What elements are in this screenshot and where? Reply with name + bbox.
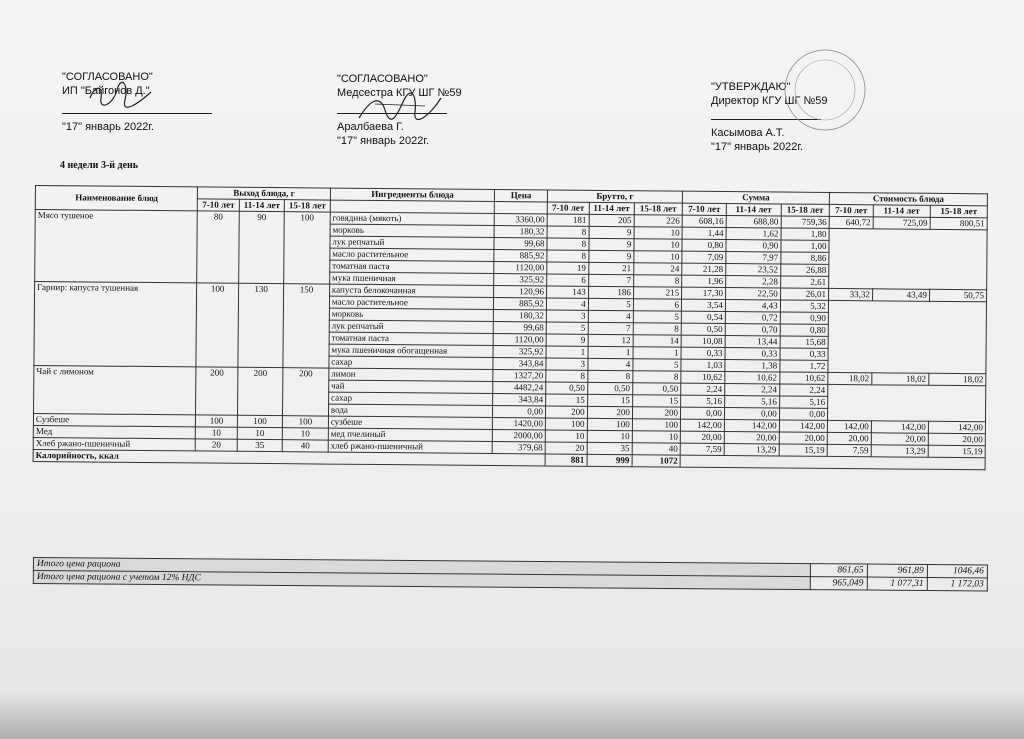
approval-2-line2: Аралбаева Г. bbox=[337, 121, 404, 133]
header-gross: Брутто, г bbox=[547, 190, 682, 203]
header-price: Цена bbox=[495, 190, 548, 202]
approval-3-line1: Директор КГУ ШГ №59 bbox=[711, 95, 828, 107]
ingredient-name: томатная паста bbox=[329, 332, 494, 345]
sum-value: 0,00 bbox=[724, 408, 779, 420]
gross-value: 0,50 bbox=[633, 383, 681, 395]
sum-value: 10,62 bbox=[681, 371, 725, 383]
sum-value: 13,44 bbox=[725, 336, 780, 348]
ingredient-name: мука пшеничная bbox=[330, 272, 495, 285]
gross-value: 200 bbox=[632, 407, 680, 419]
ingredient-price: 1327,20 bbox=[493, 370, 546, 382]
header-sum: Сумма bbox=[682, 191, 829, 204]
sum-value: 15,68 bbox=[780, 336, 828, 348]
approval-1-date: "17" январь 2022г. bbox=[62, 121, 155, 133]
dish-output: 80 bbox=[197, 211, 239, 283]
cost-blank bbox=[828, 300, 987, 373]
header-dish-name: Наименование блюд bbox=[35, 186, 197, 211]
dish-name: Сузбеше bbox=[33, 413, 195, 426]
approval-3-line2: Касымова А.Т. bbox=[711, 127, 785, 139]
ingredient-price: 885,92 bbox=[494, 250, 547, 262]
gross-value: 14 bbox=[633, 335, 681, 347]
header-age: 11-14 лет bbox=[873, 205, 930, 217]
dish-output: 100 bbox=[196, 415, 238, 427]
ingredient-price: 4482,24 bbox=[493, 382, 546, 394]
ingredient-price: 325,92 bbox=[494, 274, 547, 286]
sum-value: 5,16 bbox=[779, 396, 827, 408]
ingredient-name: вода bbox=[328, 404, 493, 417]
dish-cost: 33,32 bbox=[828, 288, 872, 300]
header-age: 11-14 лет bbox=[726, 204, 781, 216]
total-label: Итого цена рациона bbox=[33, 558, 810, 577]
gross-value: 9 bbox=[589, 238, 634, 250]
approval-2-line1: Медсестра КГУ ШГ №59 bbox=[337, 87, 462, 99]
ingredient-name: лимон bbox=[329, 368, 494, 381]
dish-cost: 20,00 bbox=[871, 433, 928, 445]
ingredient-price: 99,68 bbox=[494, 322, 547, 334]
ingredient-name: масло растительное bbox=[330, 248, 495, 261]
header-age: 15-18 лет bbox=[284, 200, 330, 212]
gross-value: 215 bbox=[633, 287, 681, 299]
total-value: 861,65 bbox=[810, 564, 867, 577]
gross-value: 8 bbox=[546, 370, 588, 382]
dish-cost: 20,00 bbox=[827, 432, 871, 444]
dish-cost: 800,51 bbox=[930, 217, 987, 229]
gross-value: 0,50 bbox=[546, 382, 588, 394]
total-value: 1046,46 bbox=[927, 565, 987, 578]
gross-value: 15 bbox=[632, 395, 680, 407]
ingredient-price: 379,68 bbox=[493, 442, 546, 454]
gross-value: 8 bbox=[587, 370, 632, 382]
sum-value: 142,00 bbox=[680, 419, 724, 431]
cost-blank bbox=[829, 228, 988, 289]
ingredient-price: 885,92 bbox=[494, 298, 547, 310]
sum-value: 1,96 bbox=[682, 275, 726, 287]
gross-value: 10 bbox=[634, 239, 682, 251]
sum-value: 2,28 bbox=[726, 276, 781, 288]
dish-cost: 142,00 bbox=[928, 421, 985, 433]
ingredient-name: масло растительное bbox=[329, 296, 494, 309]
sum-value: 20,00 bbox=[779, 432, 827, 444]
sum-value: 22,50 bbox=[725, 288, 780, 300]
dish-output: 200 bbox=[283, 368, 329, 416]
total-vat-label: Итого цена рациона с учетом 12% НДС bbox=[33, 571, 810, 590]
gross-value: 1 bbox=[588, 346, 633, 358]
calories-value: 999 bbox=[587, 454, 632, 466]
sum-value: 10,62 bbox=[780, 372, 828, 384]
ingredient-name: мука пшеничная обогащенная bbox=[329, 344, 494, 357]
ingredient-name: лук репчатый bbox=[329, 320, 494, 333]
approval-2-title: "СОГЛАСОВАНО" bbox=[337, 73, 428, 85]
header-age: 11-14 лет bbox=[239, 199, 284, 211]
sum-value: 1,44 bbox=[682, 227, 726, 239]
sum-value: 1,00 bbox=[781, 240, 829, 252]
sum-value: 0,00 bbox=[779, 408, 827, 420]
sum-value: 7,09 bbox=[682, 251, 726, 263]
dish-output: 40 bbox=[282, 440, 328, 452]
gross-value: 181 bbox=[547, 214, 589, 226]
ingredient-price: 2000,00 bbox=[493, 430, 546, 442]
sum-value: 2,61 bbox=[780, 276, 828, 288]
ingredient-name: морковь bbox=[330, 224, 495, 237]
gross-value: 8 bbox=[633, 323, 681, 335]
sum-value: 1,38 bbox=[725, 360, 780, 372]
gross-value: 5 bbox=[633, 311, 681, 323]
ingredient-price: 120,96 bbox=[494, 286, 547, 298]
sum-value: 0,80 bbox=[682, 239, 726, 251]
sum-value: 0,33 bbox=[780, 348, 828, 360]
gross-value: 8 bbox=[547, 250, 589, 262]
signature-2-icon bbox=[355, 90, 445, 125]
total-vat-value: 1 172,03 bbox=[927, 578, 987, 591]
header-age: 7-10 лет bbox=[198, 199, 240, 211]
calories-label: Калорийность, ккал bbox=[33, 449, 545, 465]
dish-name: Чай с лимоном bbox=[34, 365, 197, 414]
gross-value: 20 bbox=[545, 442, 587, 454]
sum-value: 10,62 bbox=[725, 372, 780, 384]
sum-value: 5,16 bbox=[724, 396, 779, 408]
dish-output: 90 bbox=[239, 211, 285, 283]
dish-cost: 725,09 bbox=[873, 217, 930, 229]
sum-value: 0,00 bbox=[681, 407, 725, 419]
dish-output: 200 bbox=[196, 367, 238, 415]
dish-output: 100 bbox=[196, 283, 238, 367]
gross-value: 4 bbox=[546, 298, 588, 310]
ingredient-price: 99,68 bbox=[494, 238, 547, 250]
header-age: 11-14 лет bbox=[589, 202, 634, 214]
ingredient-price: 1420,00 bbox=[493, 418, 546, 430]
gross-value: 5 bbox=[546, 322, 588, 334]
gross-value: 21 bbox=[588, 262, 633, 274]
gross-value: 4 bbox=[588, 358, 633, 370]
calories-value: 881 bbox=[545, 454, 587, 466]
ingredient-name: капуста белокочанная bbox=[329, 284, 494, 297]
totals-table bbox=[33, 557, 988, 591]
sum-value: 10,08 bbox=[681, 335, 725, 347]
sum-value: 26,88 bbox=[780, 264, 828, 276]
dish-output: 100 bbox=[237, 415, 282, 427]
total-value: 961,89 bbox=[867, 564, 927, 577]
gross-value: 6 bbox=[633, 299, 681, 311]
dish-output: 130 bbox=[238, 283, 284, 367]
school-stamp-icon bbox=[770, 45, 880, 135]
sum-value: 1,62 bbox=[726, 228, 781, 240]
gross-value: 8 bbox=[633, 275, 681, 287]
dish-cost: 18,02 bbox=[828, 372, 872, 384]
gross-value: 15 bbox=[546, 394, 588, 406]
header-blank bbox=[495, 202, 548, 214]
header-age: 7-10 лет bbox=[682, 203, 726, 215]
approval-3-title: "УТВЕРЖДАЮ" bbox=[711, 81, 791, 93]
gross-value: 186 bbox=[588, 286, 633, 298]
calories-value: 1072 bbox=[632, 455, 680, 467]
menu-table-body bbox=[33, 210, 987, 458]
approval-1-signature-line bbox=[62, 112, 212, 114]
sum-value: 0,54 bbox=[681, 311, 725, 323]
sum-value: 142,00 bbox=[779, 420, 827, 432]
gross-value: 24 bbox=[634, 263, 682, 275]
dish-output: 100 bbox=[284, 212, 330, 284]
sum-value: 17,30 bbox=[682, 287, 726, 299]
approval-1-title: "СОГЛАСОВАНО" bbox=[62, 71, 153, 83]
sum-value: 2,24 bbox=[725, 384, 780, 396]
gross-value: 10 bbox=[587, 430, 632, 442]
gross-value: 1 bbox=[546, 346, 588, 358]
header-output: Выход блюда, г bbox=[198, 187, 331, 200]
dish-output: 10 bbox=[237, 427, 282, 439]
gross-value: 205 bbox=[589, 214, 634, 226]
ingredient-name: сахар bbox=[329, 356, 494, 369]
gross-value: 200 bbox=[587, 406, 632, 418]
gross-value: 12 bbox=[588, 334, 633, 346]
ingredient-name: мед пчелиный bbox=[328, 428, 493, 441]
sum-value: 13,29 bbox=[724, 444, 779, 456]
gross-value: 10 bbox=[632, 431, 680, 443]
gross-value: 5 bbox=[588, 298, 633, 310]
gross-value: 3 bbox=[546, 358, 588, 370]
dish-cost: 142,00 bbox=[827, 420, 871, 432]
sum-value: 608,16 bbox=[682, 215, 726, 227]
gross-value: 15 bbox=[587, 394, 632, 406]
dish-cost: 15,19 bbox=[928, 445, 985, 457]
gross-value: 200 bbox=[545, 406, 587, 418]
total-vat-value: 965,049 bbox=[810, 577, 867, 590]
dish-cost: 18,02 bbox=[929, 373, 986, 385]
ingredient-price: 343,84 bbox=[493, 394, 546, 406]
sum-value: 0,72 bbox=[725, 312, 780, 324]
ingredient-price: 3360,00 bbox=[495, 214, 548, 226]
gross-value: 143 bbox=[547, 286, 589, 298]
ingredient-name: томатная паста bbox=[330, 260, 495, 273]
sum-value: 0,33 bbox=[725, 348, 780, 360]
dish-name: Гарнир: капуста тушенная bbox=[34, 282, 197, 367]
sum-value: 0,90 bbox=[726, 240, 781, 252]
sum-value: 4,43 bbox=[725, 300, 780, 312]
dish-output: 10 bbox=[196, 427, 238, 439]
gross-value: 7 bbox=[588, 274, 633, 286]
sum-value: 0,90 bbox=[780, 312, 828, 324]
gross-value: 4 bbox=[588, 310, 633, 322]
calories-blank bbox=[680, 455, 985, 470]
gross-value: 19 bbox=[547, 262, 589, 274]
approval-3-date: "17" январь 2022г. bbox=[711, 141, 804, 153]
dish-cost: 7,59 bbox=[827, 444, 871, 456]
dish-cost: 13,29 bbox=[871, 445, 928, 457]
sum-value: 2,24 bbox=[681, 383, 725, 395]
sum-value: 26,01 bbox=[780, 288, 828, 300]
sum-value: 688,80 bbox=[726, 216, 781, 228]
gross-value: 7 bbox=[588, 322, 633, 334]
ingredient-price: 180,32 bbox=[494, 310, 547, 322]
sum-value: 142,00 bbox=[724, 420, 779, 432]
dish-cost: 142,00 bbox=[871, 421, 928, 433]
gross-value: 8 bbox=[547, 226, 589, 238]
sum-value: 0,80 bbox=[780, 324, 828, 336]
dish-name: Мед bbox=[33, 425, 195, 438]
header-age: 15-18 лет bbox=[930, 205, 987, 217]
sum-value: 23,52 bbox=[726, 264, 781, 276]
gross-value: 40 bbox=[632, 443, 680, 455]
ingredient-name: лук репчатый bbox=[330, 236, 495, 249]
gross-value: 100 bbox=[545, 418, 587, 430]
sum-value: 0,50 bbox=[681, 323, 725, 335]
dish-output: 20 bbox=[195, 439, 237, 451]
dish-cost: 18,02 bbox=[872, 373, 929, 385]
sum-value: 7,59 bbox=[680, 443, 724, 455]
ingredient-name: сузбеше bbox=[328, 416, 493, 429]
sum-value: 0,33 bbox=[681, 347, 725, 359]
gross-value: 10 bbox=[545, 430, 587, 442]
gross-value: 3 bbox=[546, 310, 588, 322]
dish-output: 10 bbox=[282, 428, 328, 440]
week-day-label: 4 недели 3-й день bbox=[60, 160, 139, 171]
gross-value: 9 bbox=[588, 250, 633, 262]
dish-name: Мясо тушеное bbox=[35, 210, 198, 283]
ingredient-price: 180,32 bbox=[494, 226, 547, 238]
ingredient-price: 343,84 bbox=[493, 358, 546, 370]
gross-value: 10 bbox=[634, 251, 682, 263]
sum-value: 5,16 bbox=[681, 395, 725, 407]
dish-output: 200 bbox=[237, 367, 283, 415]
ingredient-price: 325,92 bbox=[493, 346, 546, 358]
dish-cost: 20,00 bbox=[928, 433, 985, 445]
sum-value: 1,80 bbox=[781, 228, 829, 240]
dish-cost: 43,49 bbox=[872, 289, 929, 301]
gross-value: 9 bbox=[589, 226, 634, 238]
sum-value: 1,72 bbox=[780, 360, 828, 372]
header-cost: Стоимость блюда bbox=[829, 192, 987, 205]
header-age: 7-10 лет bbox=[829, 204, 873, 216]
ingredient-name: чай bbox=[329, 380, 494, 393]
sum-value: 0,70 bbox=[725, 324, 780, 336]
gross-value: 8 bbox=[633, 371, 681, 383]
gross-value: 5 bbox=[633, 359, 681, 371]
ingredient-price: 1120,00 bbox=[493, 334, 546, 346]
ingredient-name: сахар bbox=[328, 392, 493, 405]
ingredient-name: морковь bbox=[329, 308, 494, 321]
sum-value: 20,00 bbox=[680, 431, 724, 443]
dish-name: Хлеб ржано-пшеничный bbox=[33, 437, 195, 450]
ingredient-name: говядина (мякоть) bbox=[330, 212, 495, 225]
gross-value: 100 bbox=[587, 418, 632, 430]
dish-cost: 640,72 bbox=[829, 216, 873, 228]
total-vat-value: 1 077,31 bbox=[867, 577, 927, 590]
dish-cost: 50,75 bbox=[929, 289, 986, 301]
ingredient-price: 0,00 bbox=[493, 406, 546, 418]
cost-blank bbox=[827, 384, 985, 421]
dish-output: 150 bbox=[283, 284, 329, 368]
ingredient-price: 1120,00 bbox=[494, 262, 547, 274]
sum-value: 1,03 bbox=[681, 359, 725, 371]
approval-2-date: "17" январь 2022г. bbox=[337, 135, 430, 147]
gross-value: 100 bbox=[632, 419, 680, 431]
header-age: 15-18 лет bbox=[781, 204, 829, 216]
sum-value: 759,36 bbox=[781, 216, 829, 228]
header-age: 7-10 лет bbox=[547, 202, 589, 214]
gross-value: 226 bbox=[634, 215, 682, 227]
sum-value: 5,32 bbox=[780, 300, 828, 312]
gross-value: 8 bbox=[547, 238, 589, 250]
gross-value: 0,50 bbox=[587, 382, 632, 394]
gross-value: 35 bbox=[587, 442, 632, 454]
header-ingredients: Ингредиенты блюда bbox=[330, 188, 495, 201]
gross-value: 10 bbox=[634, 227, 682, 239]
signature-1-icon bbox=[85, 80, 155, 110]
menu-table bbox=[33, 185, 988, 470]
sum-value: 21,28 bbox=[682, 263, 726, 275]
sum-value: 15,19 bbox=[779, 444, 827, 456]
approval-1-line1: ИП "Байгонов Д." bbox=[62, 85, 150, 97]
sum-value: 2,24 bbox=[779, 384, 827, 396]
sum-value: 7,97 bbox=[726, 252, 781, 264]
sum-value: 8,86 bbox=[781, 252, 829, 264]
dish-output: 35 bbox=[237, 439, 282, 451]
dish-output: 100 bbox=[283, 416, 329, 428]
header-age: 15-18 лет bbox=[634, 203, 682, 215]
gross-value: 1 bbox=[633, 347, 681, 359]
gross-value: 6 bbox=[547, 274, 589, 286]
gross-value: 9 bbox=[546, 334, 588, 346]
ingredient-name: хлеб ржано-пшеничный bbox=[328, 440, 493, 453]
page-shadow bbox=[0, 690, 1024, 739]
sum-value: 20,00 bbox=[724, 432, 779, 444]
sum-value: 3,54 bbox=[681, 299, 725, 311]
